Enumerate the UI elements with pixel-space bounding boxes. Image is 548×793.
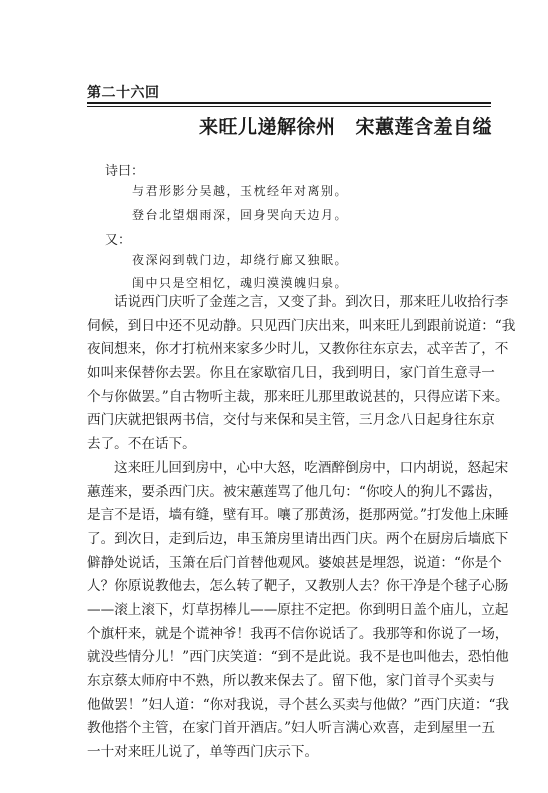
prose-line: 个旗杆来，就是个谎神爷！我再不信你说话了。我那等和你说了一场， bbox=[87, 625, 509, 642]
prose-line: ——滚上滚下，灯草拐棒儿——原拄不定把。你到明日盖个庙儿，立起 bbox=[87, 601, 509, 618]
chapter-title bbox=[199, 112, 492, 139]
header-rule-thick bbox=[87, 102, 491, 104]
prose-line: 伺候，到日中还不见动静。只见西门庆出来，叫来旺儿到跟前说道：“我 bbox=[87, 317, 516, 334]
prose-line: 东京蔡太师府中不熟，所以教来保去了。留下他，家门首寻个买卖与 bbox=[87, 673, 495, 689]
prose-line: 这来旺儿回到房中，心中大怒，吃酒醉倒房中，口内胡说，怒起宋 bbox=[114, 459, 509, 476]
poem-line: 夜深闷到戟门边，却绕行廊又独眠。 bbox=[132, 253, 349, 267]
prose-line: 了。到次日，走到后边，串玉箫房里请出西门庆。两个在厨房后墙底下 bbox=[87, 530, 509, 547]
prose-line: 去了。不在话下。 bbox=[87, 436, 196, 453]
header-rule-thin bbox=[87, 106, 491, 107]
prose-line: 一十对来旺儿说了，单等西门庆示下。 bbox=[87, 744, 319, 761]
chapter-number: 第二十六回 bbox=[87, 85, 160, 101]
prose-line: 僻静处说话，玉箫在后门首替他观风。婆娘甚是埋怨，说道：“你是个 bbox=[87, 554, 502, 571]
poem-line: 与君形影分吴越，玉枕经年对离别。 bbox=[132, 184, 349, 198]
prose-line: 个与你做罢。”自古物听主裁，那来旺儿那里敢说甚的，只得应诺下来。 bbox=[87, 388, 509, 405]
prose-text bbox=[87, 291, 516, 765]
chapter-title-part1: 来旺儿递解徐州 bbox=[198, 116, 336, 138]
poem-line: 闺中只是空相忆，魂归漠漠魄归泉。 bbox=[132, 276, 349, 290]
chapter-title-part2: 宋蕙莲含羞自缢 bbox=[355, 116, 492, 138]
prose-line: 人？你原说教他去，怎么转了靶子，又教别人去？你干净是个毬子心肠 bbox=[87, 578, 509, 595]
prose-line: 西门庆就把银两书信，交付与来保和吴主管，三月念八日起身往东京 bbox=[87, 412, 495, 429]
prose-line: 是言不是语，墙有缝，壁有耳。嚷了那黄汤，挺那两觉。”打发他上床睡 bbox=[87, 507, 509, 524]
poem-label-2: 又： bbox=[105, 233, 132, 248]
poem-label-1: 诗曰： bbox=[105, 164, 145, 179]
prose-line: 就没些情分儿！”西门庆笑道：“到不是此说。我不是也叫他去，恐怕他 bbox=[87, 649, 509, 666]
prose-line: 蕙莲来，要杀西门庆。被宋蕙莲骂了他几句：“你咬人的狗儿不露齿， bbox=[87, 483, 502, 500]
prose-line: 他做罢！”妇人道：“你对我说，寻个甚么买卖与他做？”西门庆道：“我 bbox=[87, 696, 510, 713]
poem-line: 登台北望烟雨深，回身哭向天边月。 bbox=[132, 208, 349, 222]
prose-line: 如叫来保替你去罢。你且在家歇宿几日，我到明日，家门首生意寻一 bbox=[87, 365, 495, 382]
prose-line: 夜间想来，你才打杭州来家多少时儿，又教你往东京去，忒辛苦了，不 bbox=[87, 341, 509, 358]
prose-line: 教他搭个主管，在家门首开酒店。”妇人听言满心欢喜，走到屋里一五 bbox=[87, 720, 495, 737]
prose-line: 话说西门庆听了金莲之言，又变了卦。到次日，那来旺儿收拾行李 bbox=[114, 294, 509, 310]
